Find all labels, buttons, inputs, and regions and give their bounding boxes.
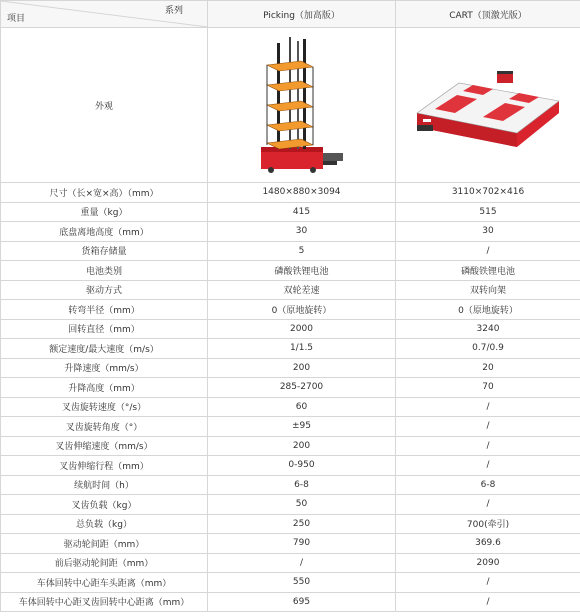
spec-label: 叉齿负载（kg）	[1, 495, 208, 515]
cart-value: /	[396, 456, 580, 476]
spec-label: 叉齿旋转角度（°）	[1, 417, 208, 437]
picking-value: 5	[208, 241, 396, 261]
picking-value: 1480×880×3094	[208, 183, 396, 203]
appearance-row	[1, 28, 580, 183]
header-row	[1, 1, 580, 28]
spec-row	[1, 261, 580, 281]
cart-value: /	[396, 436, 580, 456]
spec-label: 尺寸（长×宽×高）（mm）	[1, 183, 208, 203]
picking-value: 双轮差速	[208, 280, 396, 300]
spec-row	[1, 378, 580, 398]
spec-label: 重量（kg）	[1, 202, 208, 222]
picking-value: 415	[208, 202, 396, 222]
spec-label: 总负载（kg）	[1, 514, 208, 534]
spec-row	[1, 319, 580, 339]
picking-value: 6-8	[208, 475, 396, 495]
picking-value: ±95	[208, 417, 396, 437]
spec-row	[1, 183, 580, 203]
cart-value: 70	[396, 378, 580, 398]
cart-value: 700(牵引)	[396, 514, 580, 534]
cart-robot-image	[396, 28, 580, 183]
cart-value: /	[396, 495, 580, 515]
cart-value: /	[396, 573, 580, 593]
spec-row	[1, 358, 580, 378]
spec-label: 驱动方式	[1, 280, 208, 300]
picking-value: 磷酸铁锂电池	[208, 261, 396, 281]
spec-row	[1, 280, 580, 300]
spec-row	[1, 495, 580, 515]
picking-value: 550	[208, 573, 396, 593]
spec-label: 前后驱动轮间距（mm）	[1, 553, 208, 573]
spec-row	[1, 475, 580, 495]
spec-label: 转弯半径（mm）	[1, 300, 208, 320]
series-label: 系列	[164, 6, 183, 16]
picking-value: 1/1.5	[208, 339, 396, 359]
spec-label: 升降速度（mm/s）	[1, 358, 208, 378]
spec-label: 叉齿伸缩速度（mm/s）	[1, 436, 208, 456]
picking-value: 285-2700	[208, 378, 396, 398]
cart-value: 双转向架	[396, 280, 580, 300]
spec-label: 车体回转中心距车头距离（mm）	[1, 573, 208, 593]
cart-value: 369.6	[396, 534, 580, 554]
picking-value: 695	[208, 592, 396, 612]
spec-row	[1, 222, 580, 242]
picking-value: 0-950	[208, 456, 396, 476]
cart-value: /	[396, 241, 580, 261]
cart-value: /	[396, 592, 580, 612]
spec-label: 回转直径（mm）	[1, 319, 208, 339]
spec-row	[1, 300, 580, 320]
spec-label: 货箱存储量	[1, 241, 208, 261]
picking-value: 790	[208, 534, 396, 554]
cart-value: /	[396, 417, 580, 437]
spec-row	[1, 241, 580, 261]
spec-rows	[1, 183, 580, 612]
cart-value: 30	[396, 222, 580, 242]
item-label: 项目	[7, 14, 26, 24]
picking-value: 2000	[208, 319, 396, 339]
spec-label: 续航时间（h）	[1, 475, 208, 495]
spec-row	[1, 534, 580, 554]
cart-value: 0（原地旋转）	[396, 300, 580, 320]
spec-row	[1, 417, 580, 437]
spec-row	[1, 202, 580, 222]
cart-value: 2090	[396, 553, 580, 573]
appearance-label: 外观	[1, 28, 208, 183]
spec-row	[1, 397, 580, 417]
column-header-cart: CART（顶激光版）	[396, 1, 580, 28]
spec-row	[1, 456, 580, 476]
picking-robot-illustration	[257, 35, 347, 175]
cart-value: 20	[396, 358, 580, 378]
picking-value: 0（原地旋转）	[208, 300, 396, 320]
spec-row	[1, 514, 580, 534]
spec-row	[1, 436, 580, 456]
cart-value: 515	[396, 202, 580, 222]
spec-label: 车体回转中心距叉齿回转中心距离（mm）	[1, 592, 208, 612]
cart-value: 0.7/0.9	[396, 339, 580, 359]
picking-value: /	[208, 553, 396, 573]
spec-label: 底盘离地高度（mm）	[1, 222, 208, 242]
spec-row	[1, 553, 580, 573]
picking-value: 30	[208, 222, 396, 242]
picking-value: 200	[208, 358, 396, 378]
picking-value: 200	[208, 436, 396, 456]
spec-row	[1, 592, 580, 612]
spec-label: 电池类别	[1, 261, 208, 281]
spec-label: 升降高度（mm）	[1, 378, 208, 398]
spec-label: 叉齿旋转速度（°/s）	[1, 397, 208, 417]
column-header-picking: Picking（加高版）	[208, 1, 396, 28]
cart-value: 3110×702×416	[396, 183, 580, 203]
picking-value: 250	[208, 514, 396, 534]
cart-value: /	[396, 397, 580, 417]
corner-header	[1, 1, 208, 28]
cart-value: 3240	[396, 319, 580, 339]
cart-value: 6-8	[396, 475, 580, 495]
cart-robot-illustration	[413, 55, 563, 155]
spec-row	[1, 573, 580, 593]
spec-label: 额定速度/最大速度（m/s）	[1, 339, 208, 359]
cart-value: 磷酸铁锂电池	[396, 261, 580, 281]
spec-row	[1, 339, 580, 359]
spec-label: 叉齿伸缩行程（mm）	[1, 456, 208, 476]
picking-value: 60	[208, 397, 396, 417]
picking-robot-image	[208, 28, 396, 183]
spec-label: 驱动轮间距（mm）	[1, 534, 208, 554]
picking-value: 50	[208, 495, 396, 515]
